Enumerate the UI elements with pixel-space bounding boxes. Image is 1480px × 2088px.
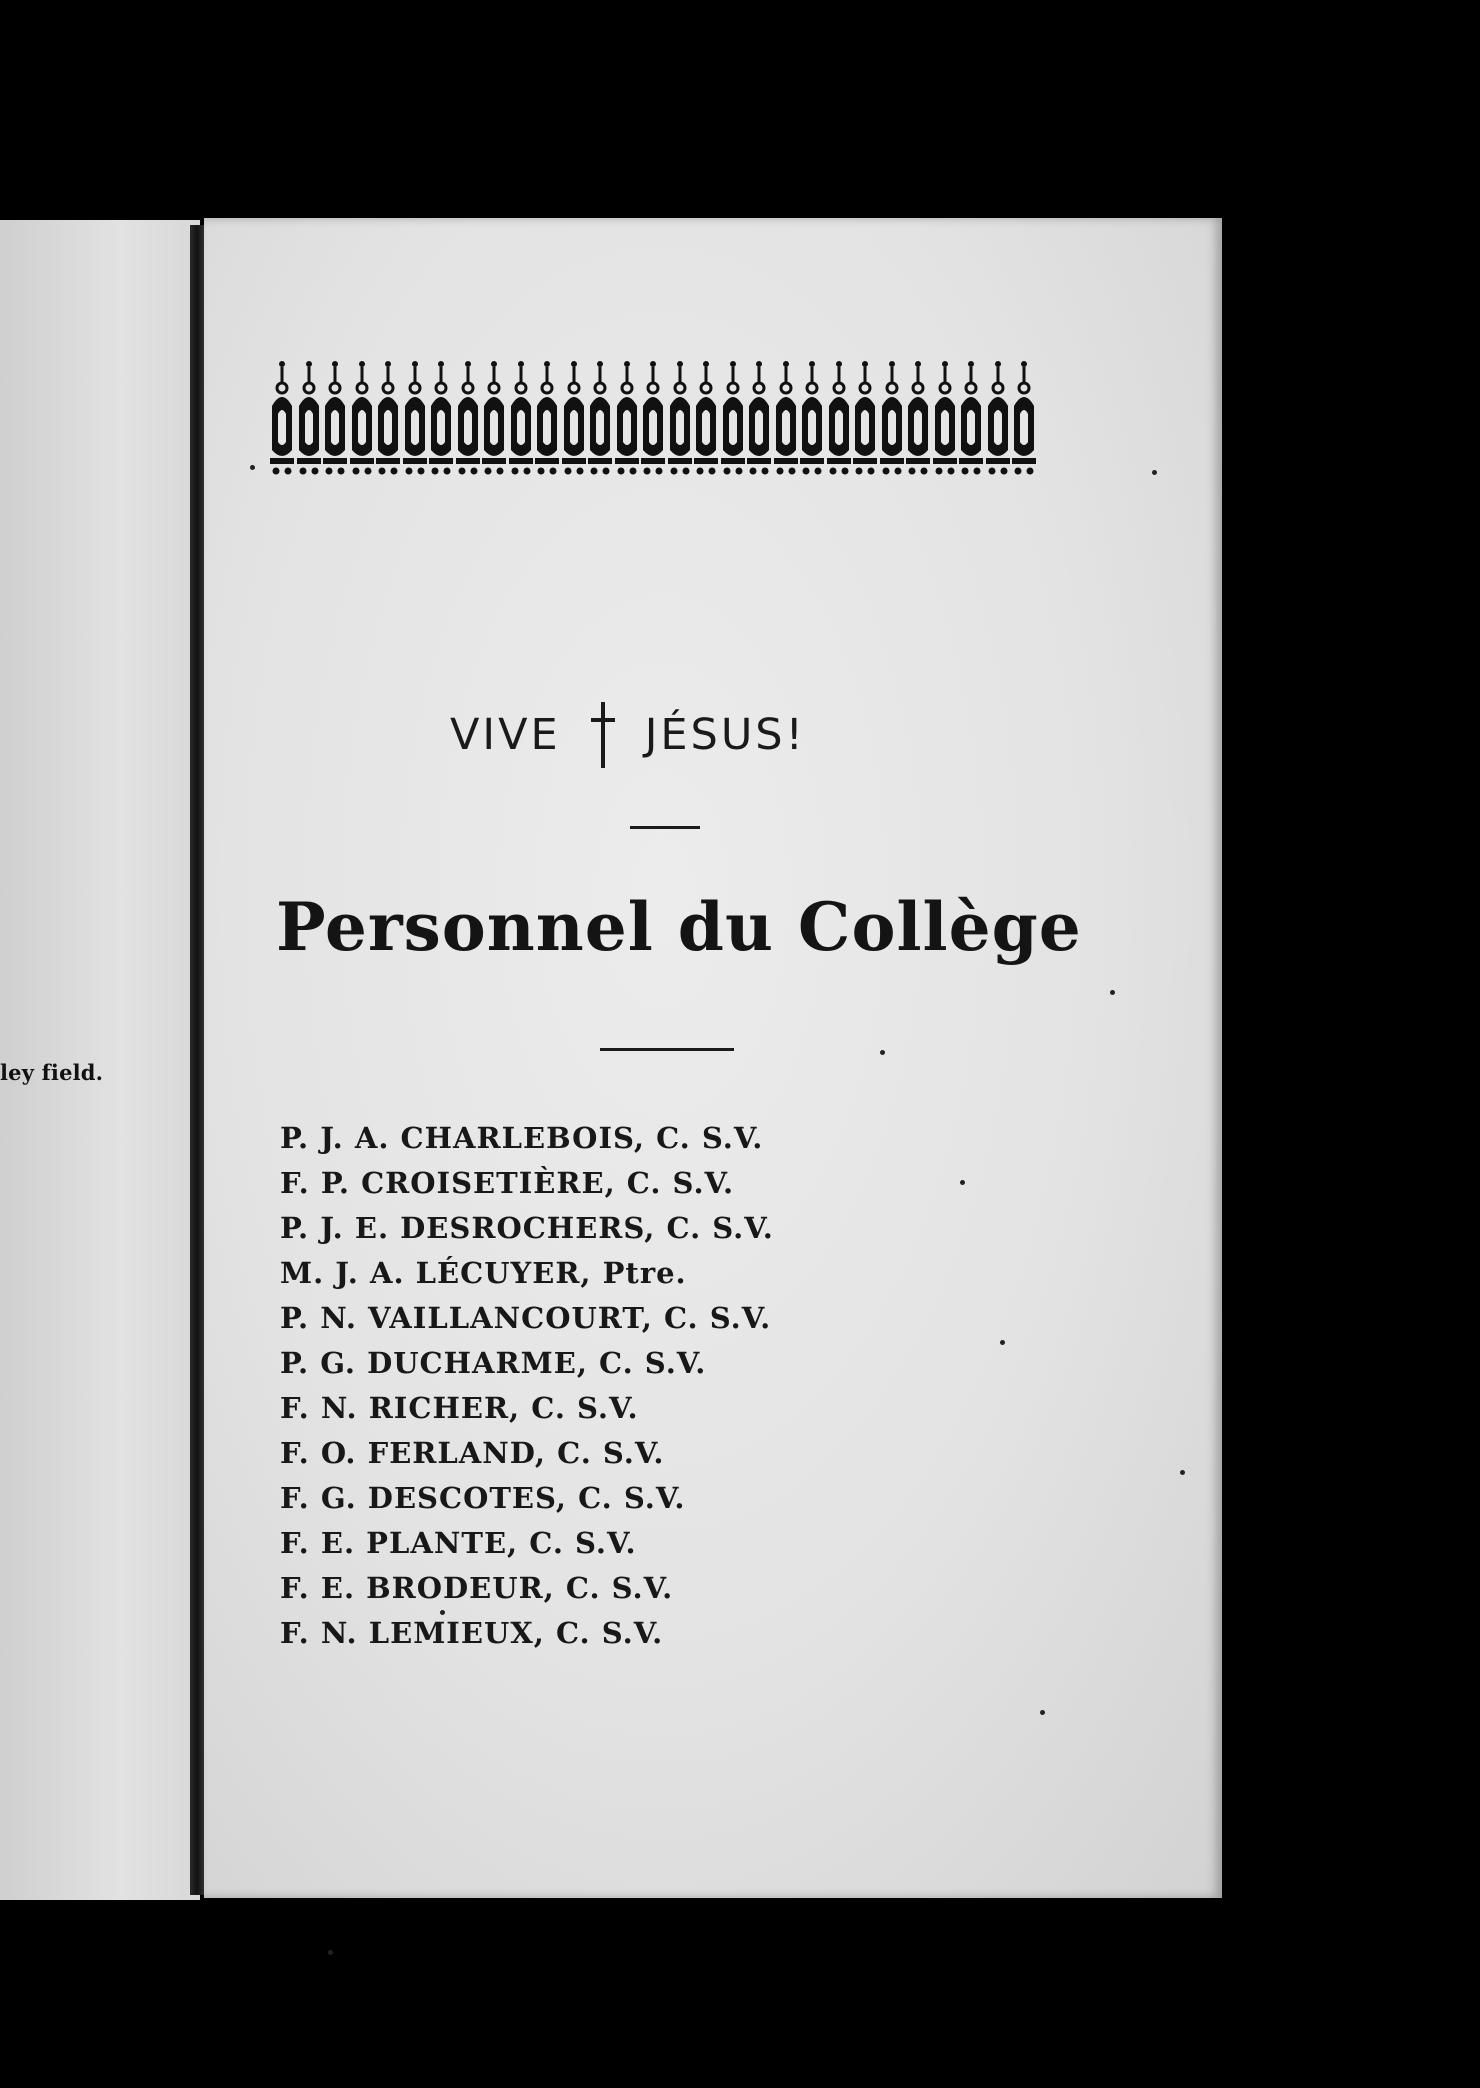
scan-speck: [1000, 1340, 1005, 1345]
staff-list: [280, 1116, 774, 1656]
ornament-motif: [906, 358, 930, 478]
list-item: P. J. E. DESROCHERS, C. S.V.: [280, 1211, 774, 1245]
ornament-motif: [588, 358, 612, 478]
ornament-motif: [350, 358, 374, 478]
list-item: F. O. FERLAND, C. S.V.: [280, 1436, 665, 1470]
ornament-motif: [376, 358, 400, 478]
ornament-motif: [403, 358, 427, 478]
adjacent-page: [0, 220, 200, 1900]
ornament-motif: [615, 358, 639, 478]
ornament-motif: [323, 358, 347, 478]
ornament-motif: [535, 358, 559, 478]
scan-speck: [1180, 1470, 1185, 1475]
ornament-motif: [429, 358, 453, 478]
list-item: F. E. PLANTE, C. S.V.: [280, 1526, 637, 1560]
list-item: P. J. A. CHARLEBOIS, C. S.V.: [280, 1121, 764, 1155]
ornament-motif: [959, 358, 983, 478]
page-title: Personnel du Collège: [276, 888, 1082, 966]
ornament-motif: [853, 358, 877, 478]
ornament-motif: [800, 358, 824, 478]
ornament-motif: [1012, 358, 1036, 478]
scan-speck: [960, 1180, 965, 1185]
divider-rule: [630, 826, 700, 829]
list-item: M. J. A. LÉCUYER, Ptre.: [280, 1256, 687, 1290]
list-item: P. G. DUCHARME, C. S.V.: [280, 1346, 707, 1380]
ornament-motif: [880, 358, 904, 478]
ornament-motif: [456, 358, 480, 478]
ornament-motif: [509, 358, 533, 478]
ornament-motif: [668, 358, 692, 478]
motto-word-left: VIVE: [450, 710, 561, 760]
scan-speck: [1110, 990, 1115, 995]
list-item: F. P. CROISETIÈRE, C. S.V.: [280, 1166, 735, 1200]
divider-rule: [600, 1048, 734, 1051]
scan-speck: [440, 1610, 445, 1615]
scan-speck: [880, 1050, 885, 1055]
ornament-motif: [774, 358, 798, 478]
page-motto: [450, 700, 970, 770]
ornament-motif: [562, 358, 586, 478]
list-item: F. E. BRODEUR, C. S.V.: [280, 1571, 674, 1605]
list-item: F. N. LEMIEUX, C. S.V.: [280, 1616, 664, 1650]
ornament-motif: [482, 358, 506, 478]
scan-speck: [250, 465, 255, 470]
scan-speck: [328, 1950, 333, 1955]
ornament-motif: [641, 358, 665, 478]
scan-speck: [1152, 470, 1157, 475]
ornament-motif: [297, 358, 321, 478]
ornament-motif: [270, 358, 294, 478]
ornamental-border-icon: [270, 358, 1040, 486]
adjacent-page-text: ley field.: [0, 1060, 104, 1085]
ornament-motif: [747, 358, 771, 478]
ornament-motif: [933, 358, 957, 478]
list-item: F. G. DESCOTES, C. S.V.: [280, 1481, 686, 1515]
list-item: P. N. VAILLANCOURT, C. S.V.: [280, 1301, 772, 1335]
list-item: F. N. RICHER, C. S.V.: [280, 1391, 639, 1425]
ornament-motif: [694, 358, 718, 478]
latin-cross-icon: [589, 700, 617, 770]
scan-speck: [1040, 1710, 1045, 1715]
ornament-motif: [827, 358, 851, 478]
motto-word-right: JÉSUS!: [644, 710, 806, 760]
ornament-motif: [721, 358, 745, 478]
ornament-motif: [986, 358, 1010, 478]
